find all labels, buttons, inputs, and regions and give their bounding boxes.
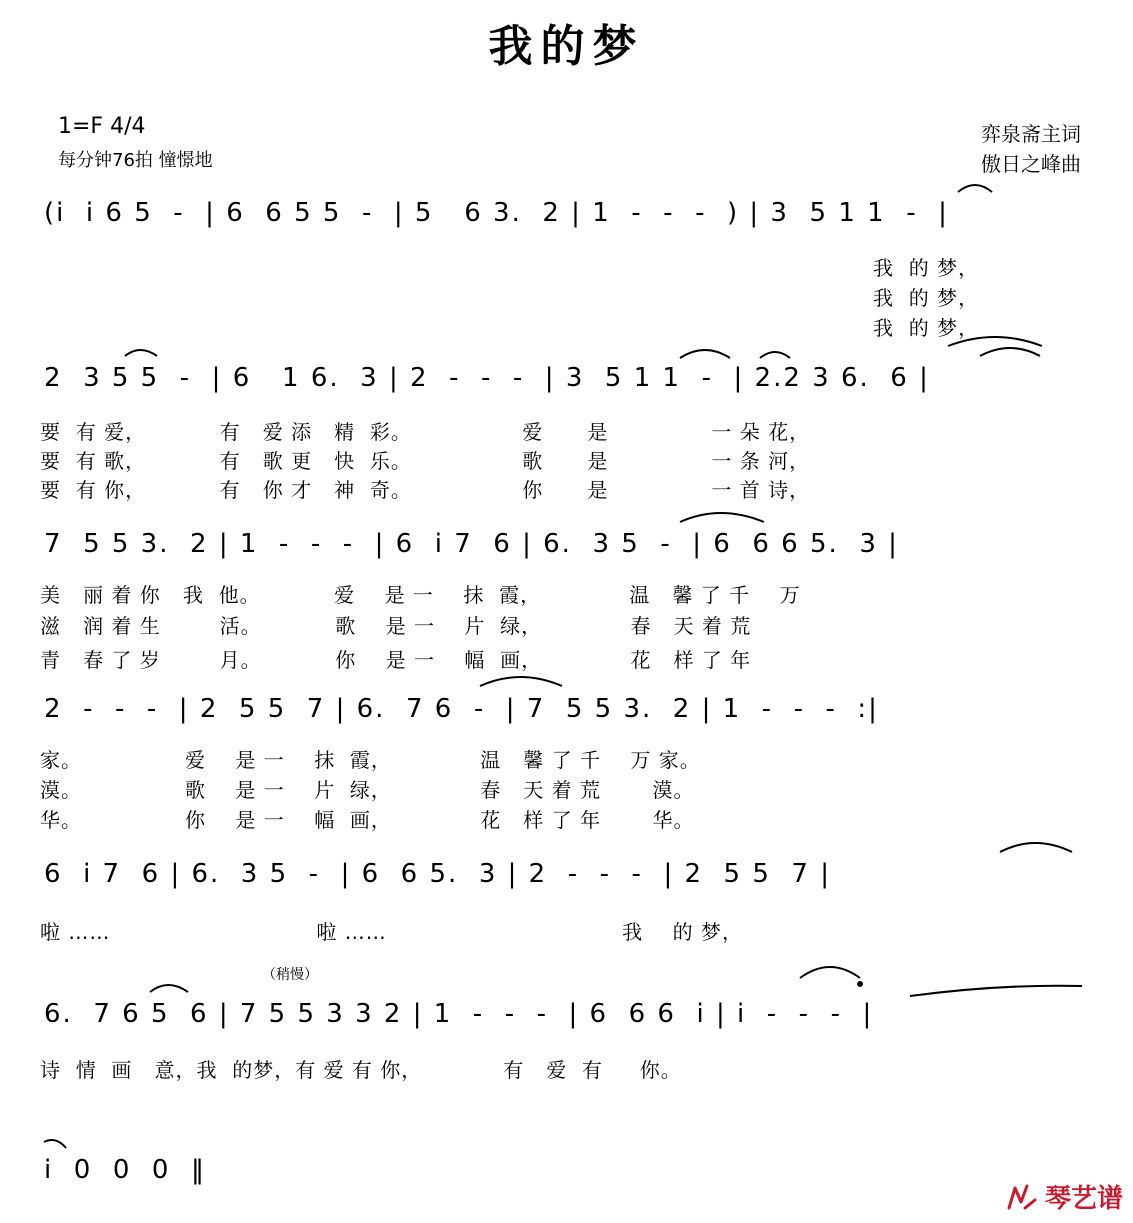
slur (480, 677, 562, 686)
lyric-row-1-verse-2: 我 的 梦， (873, 286, 980, 310)
tempo-mood: 每分钟76拍 憧憬地 (58, 150, 213, 171)
lyric-row-6: 诗 情 画 意，我 的梦，有 爱 有 你， 有 爱 有 你。 (40, 1058, 682, 1082)
slur (44, 1140, 66, 1148)
slur (680, 350, 730, 358)
lyric-row-3-verse-3: 青 春 了 岁 月。 你 是 一 幅 画， 花 样 了 年 (40, 648, 752, 672)
brand-name: 琴艺谱 (1044, 1184, 1123, 1214)
page-title: 我的梦 (488, 21, 645, 72)
slur (800, 967, 860, 978)
lyric-row-4-verse-3: 华。 你 是 一 幅 画， 花 样 了 年 华。 (40, 808, 695, 832)
slur (958, 185, 992, 192)
lyric-row-2-verse-2: 要 有 歌， 有 歌 更 快 乐。 歌 是 一 条 河， (40, 449, 811, 473)
slur (980, 348, 1040, 356)
lyric-row-3-verse-2: 滋 润 着 生 活。 歌 是 一 片 绿， 春 天 着 荒 (40, 614, 752, 638)
slur (150, 985, 188, 992)
notes-row-2: 2 3 5 5 - | 6 1 6. 3 | 2 - - - | 3 5 1 1 - | 2.2 3 6. 6 | (44, 363, 930, 393)
notes-row-4: 2 - - - | 2 5 5 7 | 6. 7 6 - | 7 5 5 3. 2 | 1 - - - :| (44, 694, 879, 724)
slur (125, 350, 157, 356)
lyric-row-4-verse-2: 漠。 歌 是 一 片 绿， 春 天 着 荒 漠。 (40, 778, 695, 802)
slur (948, 337, 1042, 346)
lyricist-credit: 弈泉斋主词 (981, 122, 1081, 146)
slur (760, 352, 790, 358)
notes-row-1: (i i 6 5 - | 6 6 5 5 - | 5 6 3. 2 | 1 - - - ) | 3 5 1 1 - | (44, 198, 949, 228)
music-note-icon (1005, 1182, 1039, 1212)
fermata-dot (857, 981, 863, 987)
key-time-signature: 1=F 4/4 (58, 114, 146, 139)
notes-row-7: i 0 0 0 ‖ (44, 1155, 206, 1185)
lyric-row-2-verse-3: 要 有 你， 有 你 才 神 奇。 你 是 一 首 诗， (40, 478, 811, 502)
lyric-row-3-verse-1: 美 丽 着 你 我 他。 爱 是 一 抹 霞， 温 馨 了 千 万 (40, 583, 801, 607)
slur (1000, 843, 1072, 852)
notes-row-5: 6 i 7 6 | 6. 3 5 - | 6 6 5. 3 | 2 - - - | 2 5 5 7 | (44, 859, 832, 889)
lyric-row-4-verse-1: 家。 爱 是 一 抹 霞， 温 馨 了 千 万 家。 (40, 748, 701, 772)
composer-credit: 傲日之峰曲 (981, 152, 1081, 176)
slur (680, 513, 764, 522)
notes-row-3: 7 5 5 3. 2 | 1 - - - | 6 i 7 6 | 6. 3 5 - | 6 6 6 5. 3 | (44, 529, 899, 559)
lyric-row-1-verse-3: 我 的 梦， (873, 316, 980, 340)
notes-row-6: 6. 7 6 5 6 | 7 5 5 3 3 2 | 1 - - - | 6 6 6 i | i - - - | (44, 999, 874, 1029)
tempo-mark-slower: （稍慢） (262, 967, 318, 983)
lyric-row-5: 啦 …… 啦 …… 我 的 梦， (40, 920, 743, 944)
watermark-logo (1005, 1178, 1123, 1215)
lyric-row-1-verse-1: 我 的 梦， (873, 256, 980, 280)
slur (910, 986, 1082, 996)
lyric-row-2-verse-1: 要 有 爱， 有 爱 添 精 彩。 爱 是 一 朵 花， (40, 420, 811, 444)
